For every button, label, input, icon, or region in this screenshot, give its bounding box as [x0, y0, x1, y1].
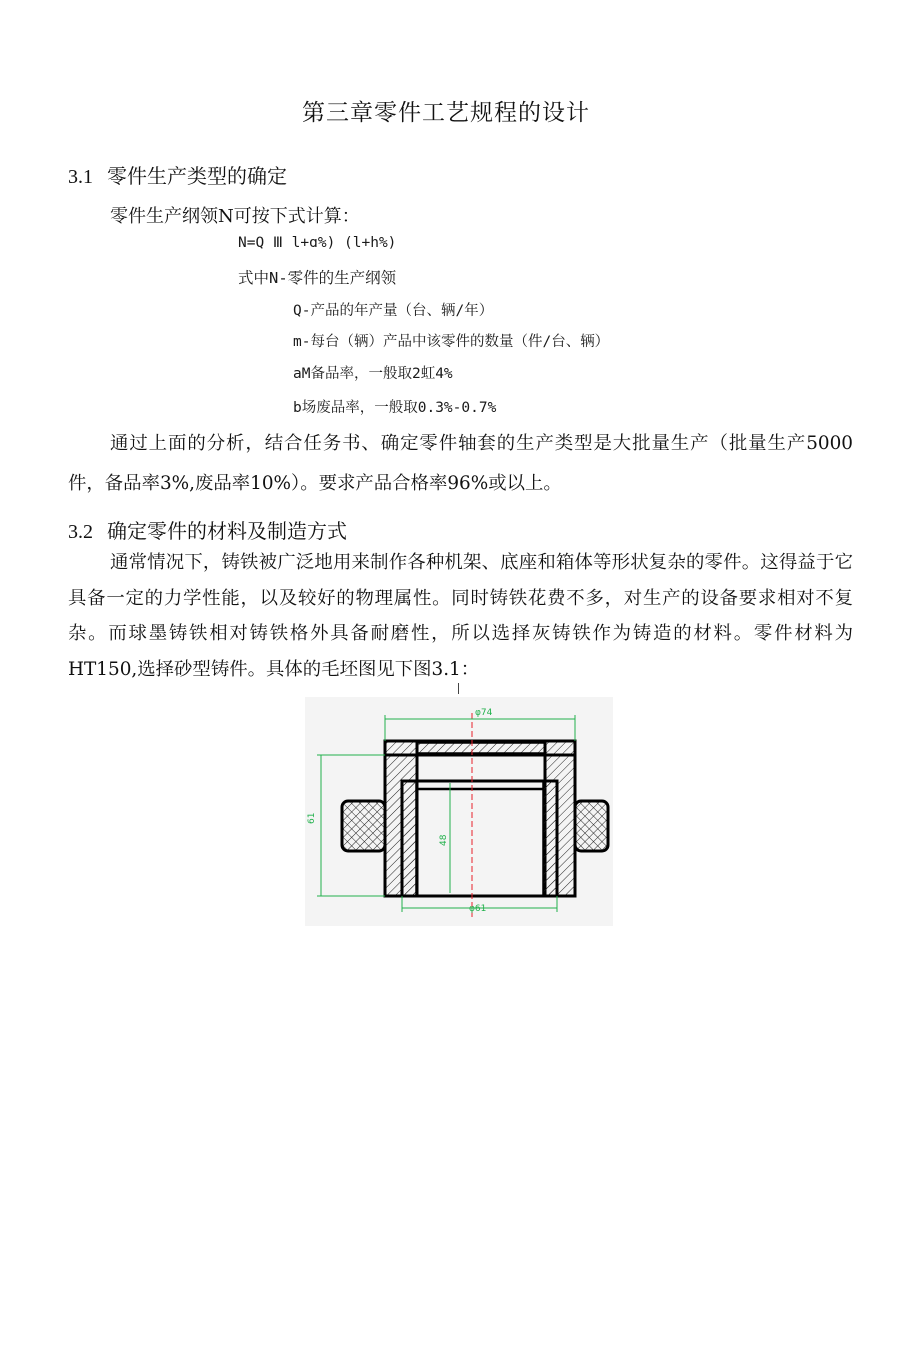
section-title: 确定零件的材料及制造方式	[107, 519, 347, 543]
text-cursor-mark	[458, 683, 459, 694]
formula-where: 式中N-零件的生产纲领	[238, 269, 397, 287]
paragraph-production-type: 通过上面的分析，结合任务书、确定零件轴套的生产类型是大批量生产（批量生产5000件，备品率3%,废品率10%）。要求产品合格率96%或以上。	[68, 433, 853, 494]
section-title: 零件生产类型的确定	[107, 164, 287, 188]
dim-center-label: 48	[439, 834, 449, 846]
formula: N=Q Ⅲ l+ɑ%) (l+h%)	[238, 235, 397, 251]
section-heading-3-1	[68, 160, 287, 189]
paragraph-material: 通常情况下，铸铁被广泛地用来制作各种机架、底座和箱体等形状复杂的零件。这得益于它具备一定的力学性能，以及较好的物理属性。同时铸铁花费不多，对生产的设备要求相对不复杂。而球墨铸铁相对铸铁格外具备耐磨性，所以选择灰铸铁作为铸造的材料。零件材料为HT150,选择砂型铸件。具体的毛坯图见下图3.1：	[68, 552, 853, 680]
section-number: 3.1	[68, 166, 93, 188]
section-number: 3.2	[68, 521, 93, 543]
definition-b: b场废品率，一般取0.3%-0.7%	[293, 400, 497, 416]
bore-left-wall	[402, 781, 416, 896]
right-flange-section	[575, 801, 608, 851]
definition-q: Q-产品的年产量（台、辆/年）	[293, 303, 494, 319]
formula-intro: 零件生产纲领N可按下式计算：	[110, 206, 360, 227]
blank-drawing-figure	[305, 697, 613, 926]
left-flange-section	[342, 801, 385, 851]
dim-left-label: 61	[307, 812, 317, 824]
definition-m: m-每台（辆）产品中该零件的数量（件/台、辆）	[293, 334, 610, 350]
dim-bottom-label: φ61	[469, 904, 487, 914]
bore-right-wall	[543, 781, 557, 896]
dim-top-label: φ74	[475, 708, 493, 718]
chapter-title: 第三章零件工艺规程的设计	[302, 100, 590, 126]
top-ring-section	[417, 743, 545, 753]
definition-a: aM备品率，一般取2虹4%	[293, 366, 453, 382]
section-heading-3-2	[68, 515, 347, 544]
